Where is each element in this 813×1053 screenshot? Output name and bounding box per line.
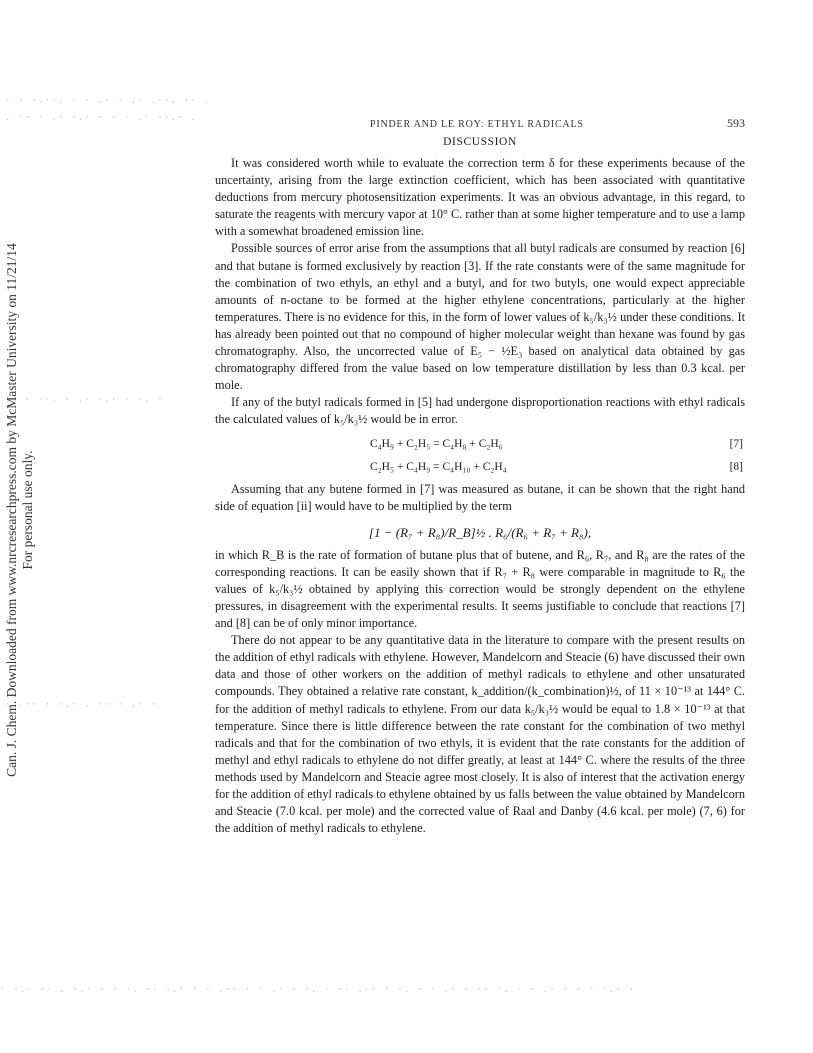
scan-noise: · · ·.··. · · .· · .· .··. ·· .	[5, 96, 211, 106]
paragraph: It was considered worth while to evaluate the correction term δ for these experiments because of the uncertainty, arising from the large extinction coefficient, which has been associated with quantitative deductions from mercury photosensitization experiments. It was an obvious advantage, in this regard, to saturate the reagents with mercury vapor at 10° C. rather than at some higher temperature and to use a lamp with a somewhat broadened emission line.	[215, 156, 745, 239]
page-header	[215, 116, 745, 134]
equation-formula: C₂H₅ + C₄H₉ = C₄H₁₀ + C₂H₄	[370, 460, 507, 473]
download-notice	[0, 230, 40, 790]
equation-7	[215, 433, 745, 456]
article-body	[215, 155, 745, 837]
scan-noise: .· · ··. · .· ·.· · ·. ·	[5, 395, 164, 405]
paragraph: If any of the butyl radicals formed in [5] had undergone disproportionation reactions with ethyl radicals the calculated values of k₅/k₃½ would be in error.	[215, 395, 745, 427]
personal-use-line: For personal use only.	[20, 450, 35, 570]
section-heading: DISCUSSION	[443, 136, 517, 148]
correction-term-expression: [1 − (R₇ + R₈)/R_B]½ . R₆/(R₆ + R₇ + R₈),	[368, 524, 592, 540]
paragraph: Possible sources of error arise from the assumptions that all butyl radicals are consumed by reaction [6] and that butane is formed exclusively by reaction [3]. If the rate constants were of the same magnitude for the combination of two ethyls, an ethyl and a butyl, and for two butyls, one would expect appreciable amounts of n-octane to be formed at the higher ethylene concentrations, particularly at the higher temperatures. There is no evidence for this, in the form of lower values of k₅/k₃½ under these conditions. It has already been pointed out that no compound of higher molecular weight than hexane was found by gas chromatography. Also, the uncorrected value of E₅ − ½E₃ based on analytical data obtained by gas chromatography differed from the value based on low temperature distillation by less than 0.3 kcal. per mole.	[215, 241, 745, 393]
paragraph: There do not appear to be any quantitative data in the literature to compare with the present results on the addition of ethyl radicals with ethylene. However, Mandelcorn and Steacie (6) have discussed their own data and those of other workers on the addition of methyl radicals to ethylene and other unsaturated compounds. They obtained a relative rate constant, k_addition/(k_combination)½, of 11 × 10⁻¹³ at 144° C. for the addition of methyl radicals to ethylene. From our data k₅/k₃½ would be equal to 1.8 × 10⁻¹³ at that temperature. Since there is little difference between the rate constant for the combination of two methyl radicals and that for the combination of two ethyls, it is evident that the rate constants for the addition of methyl and ethyl radicals to ethylene do not differ greatly, at least at 144° C. where the results of the three methods used by Mandelcorn and Steacie agree most closely. It is also of interest that the activation energy for the addition of ethyl radicals to ethylene obtained by us falls between the value obtained by Mandelcorn and Steacie (7.0 kcal. per mole) and the corrected value of Raal and Danby (4.6 kcal. per mole) (7, 6) for the addition of methyl radicals to ethylene.	[215, 633, 745, 836]
paragraph: in which R_B is the rate of formation of butane plus that of butene, and R₆, R₇, and R₈ are the rates of the corresponding reactions. It can be easily shown that if R₇ + R₈ were comparable in magnitude to R₆ the values of k₅/k₃½ obtained by applying this correction would be strongly dependent on the ethylene pressures, in disagreement with the experimental results. It seems justifiable to conclude that reactions [7] and [8] can be of only minor importance.	[215, 547, 745, 631]
scan-noise: · .·· · ·.· . ·· · .· ·	[5, 700, 158, 710]
equation-formula: C₄H₉ + C₂H₅ = C₄H₈ + C₂H₆	[370, 437, 503, 450]
equation-8	[215, 456, 745, 479]
paragraph: Assuming that any butene formed in [7] was measured as butane, it can be shown that the right hand side of equation [ii] would have to be multiplied by the term	[215, 481, 745, 513]
running-head: PINDER AND LE ROY: ETHYL RADICALS	[370, 119, 584, 130]
page-number: 593	[727, 116, 745, 130]
download-notice-line: Can. J. Chem. Downloaded from www.nrcresearchpress.com by McMaster University on 11/21/14	[4, 243, 19, 777]
scan-noise: · ·.· ·· . ·.· · · ·. ·· ·.· · · .·· · · .· · ·. · ·· .·· · ·. · · .· · ·· ·. · · .· · · · ·.· ·	[0, 985, 636, 995]
scan-noise: . ·· · .· ·.· · · · .· ··.· .	[5, 113, 197, 123]
equation-number: [7]	[729, 437, 743, 450]
equation-number: [8]	[729, 460, 743, 473]
